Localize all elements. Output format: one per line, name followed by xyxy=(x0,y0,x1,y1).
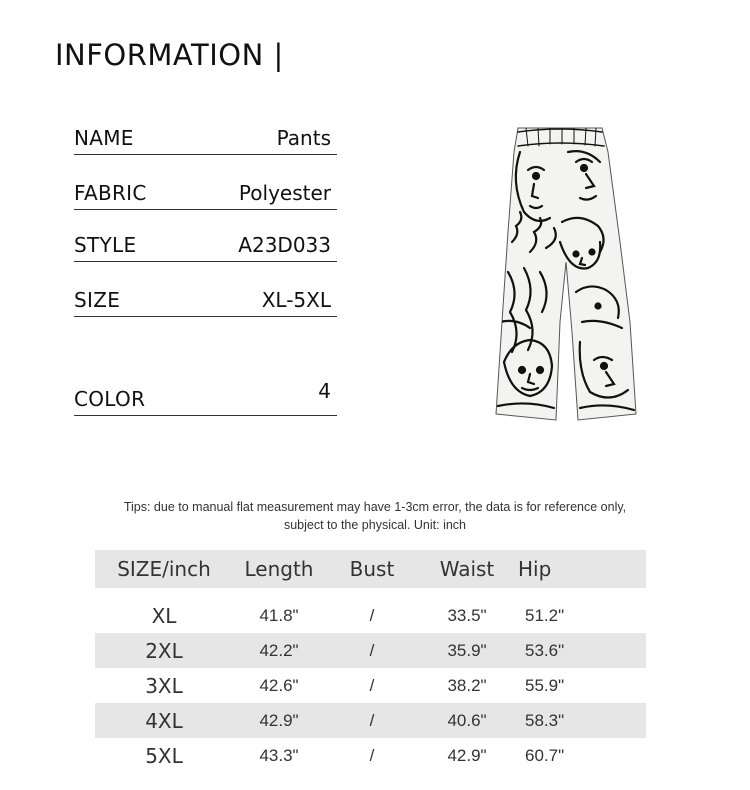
cell-bust: / xyxy=(369,710,375,730)
cell-waist: 40.6" xyxy=(447,710,487,730)
column-header-bust: Bust xyxy=(349,557,395,581)
cell-length: 43.3" xyxy=(259,745,299,765)
table-row xyxy=(95,598,646,633)
info-label: NAME xyxy=(74,126,134,150)
table-header-row xyxy=(95,550,646,588)
info-value: Polyester xyxy=(238,181,331,205)
cell-bust: / xyxy=(369,745,375,765)
tips-line: subject to the physical. Unit: inch xyxy=(283,518,467,532)
cell-length: 42.2" xyxy=(259,640,299,660)
page-title: INFORMATION | xyxy=(55,38,284,72)
info-label: STYLE xyxy=(74,233,137,257)
cell-length: 41.8" xyxy=(259,605,299,625)
cell-hip: 55.9" xyxy=(525,675,565,695)
column-header-hip: Hip xyxy=(518,557,552,581)
cell-size: 5XL xyxy=(145,743,183,768)
cell-size: 4XL xyxy=(145,708,183,733)
info-row-style xyxy=(74,231,337,262)
info-row-size xyxy=(74,286,337,317)
cell-waist: 33.5" xyxy=(447,605,487,625)
info-label: FABRIC xyxy=(74,181,147,205)
product-image xyxy=(490,122,640,427)
info-value: XL-5XL xyxy=(261,288,331,312)
cell-waist: 38.2" xyxy=(447,675,487,695)
table-row xyxy=(95,738,646,773)
table-row xyxy=(95,668,646,703)
cell-length: 42.9" xyxy=(259,710,299,730)
cell-waist: 35.9" xyxy=(447,640,487,660)
cell-bust: / xyxy=(369,605,375,625)
tips-line: Tips: due to manual flat measurement may have 1-3cm error, the data is for reference only, xyxy=(123,500,627,514)
tips-note xyxy=(80,498,670,534)
cell-hip: 60.7" xyxy=(525,745,565,765)
info-value: Pants xyxy=(276,126,331,150)
cell-bust: / xyxy=(369,675,375,695)
cell-waist: 42.9" xyxy=(447,745,487,765)
info-row-name xyxy=(74,124,337,155)
column-header-size: SIZE/inch xyxy=(117,557,211,581)
info-row-fabric xyxy=(74,179,337,210)
table-row xyxy=(95,703,646,738)
size-table xyxy=(95,550,646,773)
cell-size: XL xyxy=(151,603,177,628)
info-row-color xyxy=(74,379,337,416)
cell-size: 2XL xyxy=(145,638,183,663)
table-row xyxy=(95,633,646,668)
info-label: COLOR xyxy=(74,387,146,411)
cell-hip: 58.3" xyxy=(525,710,565,730)
column-header-length: Length xyxy=(244,557,314,581)
cell-hip: 51.2" xyxy=(525,605,565,625)
cell-bust: / xyxy=(369,640,375,660)
info-value: A23D033 xyxy=(238,233,331,257)
cell-size: 3XL xyxy=(145,673,183,698)
cell-hip: 53.6" xyxy=(525,640,565,660)
info-value: 4 xyxy=(318,379,331,403)
column-header-waist: Waist xyxy=(439,557,495,581)
info-label: SIZE xyxy=(74,288,121,312)
cell-length: 42.6" xyxy=(259,675,299,695)
